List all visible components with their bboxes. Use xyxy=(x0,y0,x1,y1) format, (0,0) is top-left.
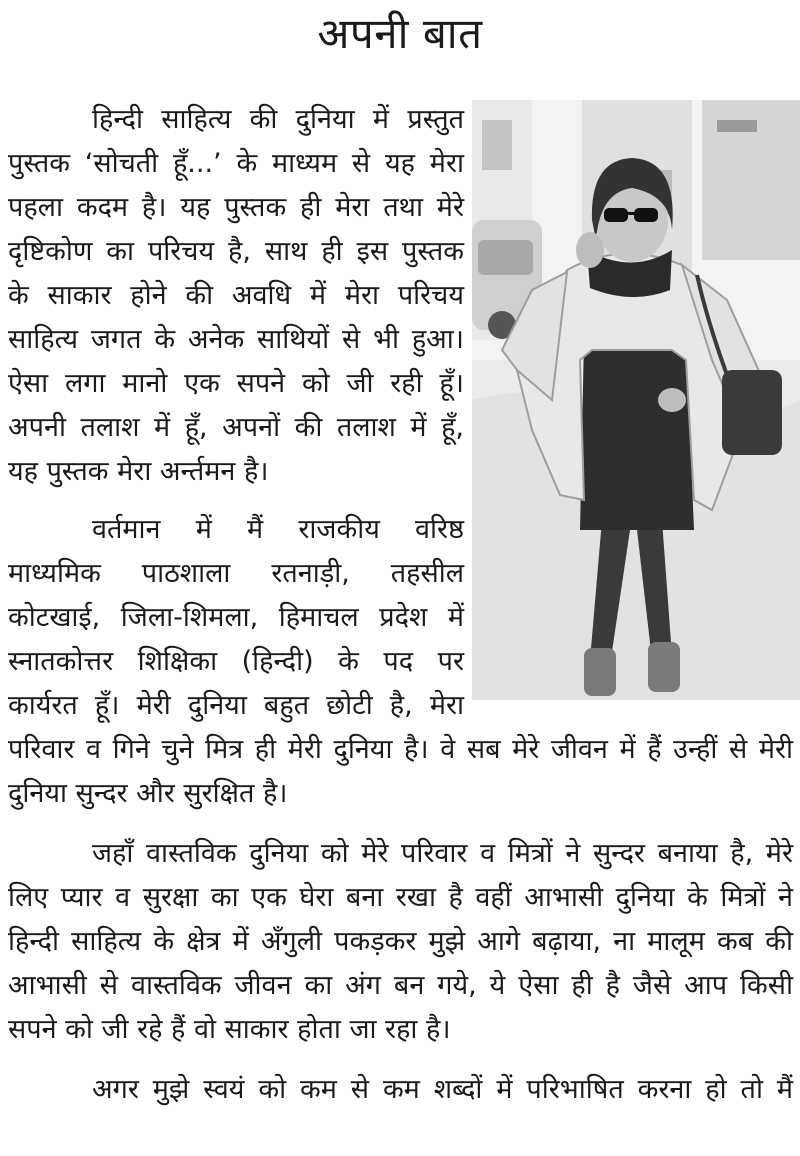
text-line: दृष्टिकोण का परिचय है, साथ ही इस पुस्तक xyxy=(8,236,464,267)
text-line: के साकार होने की अवधि में मेरा परिचय xyxy=(8,280,464,311)
page-title: अपनी बात xyxy=(317,9,483,58)
text-line: स्नातकोत्तर शिक्षिका (हिन्दी) के पद पर xyxy=(8,646,464,677)
text-line: आभासी से वास्तविक जीवन का अंग बन गये, ये ऐसा ही है जैसे आप किसी xyxy=(8,970,793,1001)
text-line: परिवार व गिने चुने मित्र ही मेरी दुनिया है। वे सब मेरे जीवन में हैं उन्हीं से मेरी xyxy=(8,734,793,765)
text-line: माध्यमिक पाठशाला रतनाड़ी, तहसील xyxy=(8,558,464,589)
text-line: जहाँ वास्तविक दुनिया को मेरे परिवार व मित्रों ने सुन्दर बनाया है, मेरे xyxy=(92,838,793,869)
text-line: पुस्तक ‘सोचती हूँ...’ के माध्यम से यह मेरा xyxy=(8,148,464,179)
text-line: ऐसा लगा मानो एक सपने को जी रही हूँ। xyxy=(8,368,464,399)
author-photo xyxy=(472,100,800,700)
text-line: हिन्दी साहित्य की दुनिया में प्रस्तुत xyxy=(92,104,464,135)
text-line: दुनिया सुन्दर और सुरक्षित है। xyxy=(8,778,288,809)
author-photo-illustration xyxy=(472,100,800,700)
text-line: अगर मुझे स्वयं को कम से कम शब्दों में परिभाषित करना हो तो मैं xyxy=(92,1074,793,1105)
text-line: लिए प्यार व सुरक्षा का एक घेरा बना रखा है वहीं आभासी दुनिया के मित्रों ने xyxy=(8,882,793,913)
text-line: अपनी तलाश में हूँ, अपनों की तलाश में हूँ, xyxy=(8,412,464,443)
text-line: सपने को जी रहे हैं वो साकार होता जा रहा है। xyxy=(8,1014,451,1045)
text-line: कोटखाई, जिला-शिमला, हिमाचल प्रदेश में xyxy=(8,602,464,633)
text-line: यह पुस्तक मेरा अर्न्तमन है। xyxy=(8,456,269,487)
text-line: हिन्दी साहित्य के क्षेत्र में अँगुली पकड़कर मुझे आगे बढ़ाया, ना मालूम कब की xyxy=(8,926,793,957)
text-line: साहित्य जगत के अनेक साथियों से भी हुआ। xyxy=(8,324,464,355)
text-line: वर्तमान में मैं राजकीय वरिष्ठ xyxy=(92,514,464,545)
text-line: पहला कदम है। यह पुस्तक ही मेरा तथा मेरे xyxy=(8,192,464,223)
text-line: कार्यरत हूँ। मेरी दुनिया बहुत छोटी है, मेरा xyxy=(8,690,464,721)
